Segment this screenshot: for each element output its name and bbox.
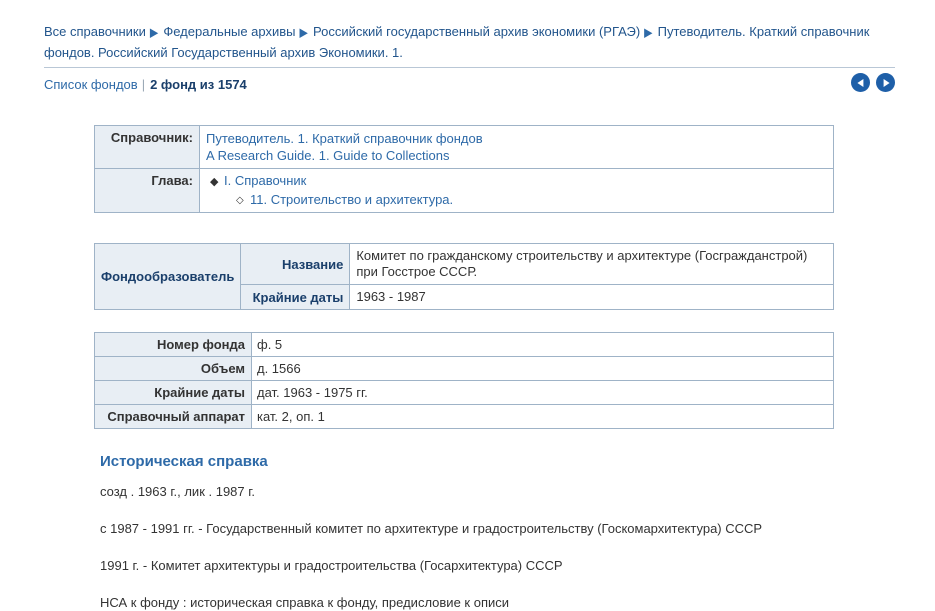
- founder-dates-label: Крайние даты: [241, 285, 350, 310]
- subheader-divider: |: [141, 77, 146, 92]
- breadcrumb-item-2[interactable]: Российский государственный архив экономики (РГАЭ): [312, 24, 641, 39]
- founder-table: [94, 243, 834, 310]
- next-arrow-icon[interactable]: [876, 73, 895, 92]
- record-navigation: [845, 73, 895, 92]
- historical-note-section: [100, 453, 900, 611]
- founder-dates-value: 1963 - 1987: [350, 285, 834, 310]
- chapter-level1-item: [206, 173, 827, 189]
- historical-note-paragraph: НСА к фонду : историческая справка к фонду, предисловие к описи: [100, 595, 510, 610]
- breadcrumb-separator-icon: ▶: [644, 26, 653, 40]
- table-row: [95, 244, 834, 285]
- chapter-level2-item: [206, 192, 827, 208]
- breadcrumb: [0, 0, 935, 62]
- fund-properties-table: [94, 332, 834, 429]
- breadcrumb-item-0[interactable]: Все справочники: [44, 24, 146, 39]
- guide-title-en-link[interactable]: A Research Guide. 1. Guide to Collections: [206, 148, 450, 163]
- fund-dates-label: Крайние даты: [95, 381, 252, 405]
- guide-title-en-line: [206, 147, 827, 164]
- founder-name-value: Комитет по гражданскому строительству и архитектуре (Госгражданстрой) при Госстрое СССР.: [350, 244, 834, 285]
- table-row: [95, 381, 834, 405]
- guide-label: Справочник:: [95, 126, 200, 169]
- founder-name-label: Название: [241, 244, 350, 285]
- guide-title-ru-line: [206, 130, 827, 147]
- fund-list-link[interactable]: Список фондов: [44, 77, 138, 92]
- fund-dates-value: дат. 1963 - 1975 гг.: [252, 381, 834, 405]
- guide-title-ru-link[interactable]: Путеводитель. 1. Краткий справочник фондов: [206, 131, 483, 146]
- fund-finding-aids-label: Справочный аппарат: [95, 405, 252, 429]
- historical-note-paragraph: 1991 г. - Комитет архитектуры и градостроительства (Госархитектура) СССР: [100, 558, 563, 573]
- historical-note-title: Историческая справка: [100, 453, 268, 470]
- chapter-row: [95, 169, 834, 213]
- breadcrumb-divider: [44, 67, 895, 68]
- fund-properties-section: [94, 332, 935, 429]
- fund-volume-label: Объем: [95, 357, 252, 381]
- diamond-bullet-icon: ◆: [210, 176, 219, 188]
- chapter-label: Глава:: [95, 169, 200, 213]
- founder-header-label: Фондообразователь: [95, 244, 241, 310]
- breadcrumb-separator-icon: ▶: [299, 26, 308, 40]
- fund-position-count: 2 фонд из 1574: [150, 77, 247, 92]
- chapter-level1-link[interactable]: I. Справочник: [224, 173, 307, 188]
- fund-volume-value: д. 1566: [252, 357, 834, 381]
- fund-finding-aids-value: кат. 2, оп. 1: [252, 405, 834, 429]
- fund-number-value: ф. 5: [252, 333, 834, 357]
- table-row: [95, 405, 834, 429]
- historical-note-paragraph: созд . 1963 г., лик . 1987 г.: [100, 484, 256, 499]
- prev-arrow-icon[interactable]: [851, 73, 870, 92]
- chapter-value: [200, 169, 834, 213]
- subheader: [44, 77, 895, 99]
- guide-section: [94, 125, 935, 213]
- table-row: [95, 333, 834, 357]
- founder-section: [94, 243, 935, 310]
- guide-table: [94, 125, 834, 213]
- guide-value: [200, 126, 834, 169]
- breadcrumb-item-3: Путеводитель. Краткий справочник фондов. Российский Государственный архив Экономики. 1.: [44, 24, 870, 60]
- chapter-level2-link[interactable]: 11. Строительство и архитектура.: [250, 192, 454, 207]
- breadcrumb-item-1[interactable]: Федеральные архивы: [163, 24, 296, 39]
- fund-number-label: Номер фонда: [95, 333, 252, 357]
- breadcrumb-separator-icon: ▶: [149, 26, 159, 40]
- historical-note-paragraph: с 1987 - 1991 гг. - Государственный комитет по архитектуре и градостроительству (Госкомархитектура) СССР: [100, 521, 763, 536]
- table-row: [95, 357, 834, 381]
- diamond-outline-bullet-icon: ◇: [236, 195, 244, 206]
- guide-row: [95, 126, 834, 169]
